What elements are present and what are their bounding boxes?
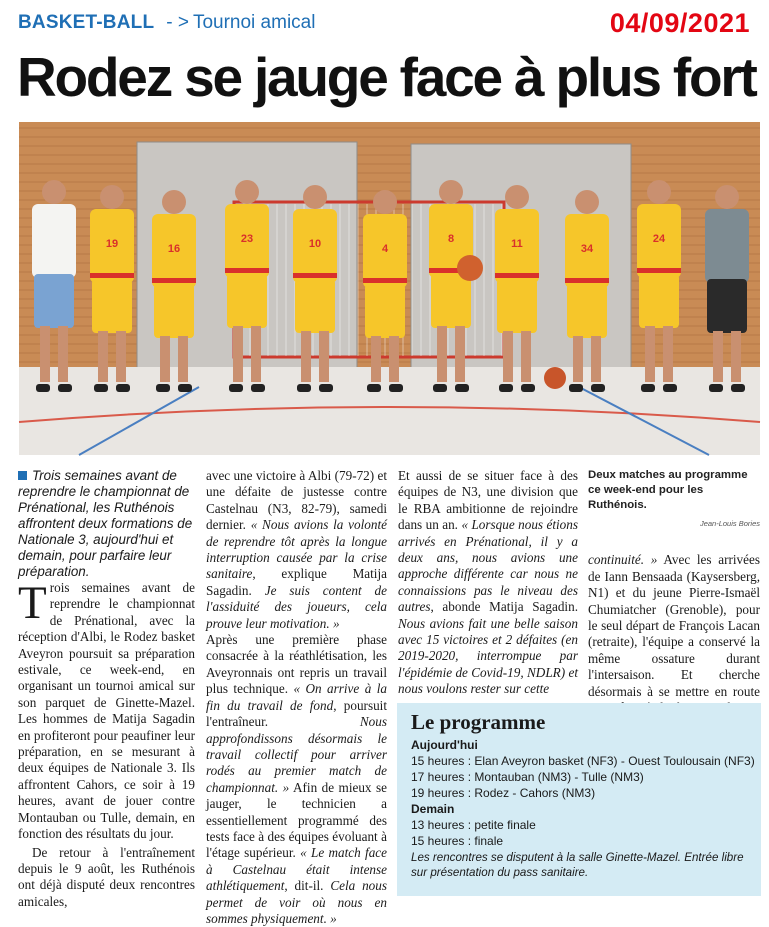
jersey-number: 10 [308, 238, 322, 250]
person-leg [437, 326, 447, 382]
person-shoe [116, 384, 130, 392]
paragraph-text: rois semaines avant de reprendre le championnat de Prénational, avec la réception d'Albi, le Rodez basket Aveyron poursuit sa préparation estivale, ce week-end, en organisant un tournoi amical sur son parquet de Ginette-Mazel. Les hommes de Matija Sagadin en profiteront pour peaufiner leur préparation, en se mesurant à deux équipes de Nationale 3. Ils affrontent Cahors, ce soir à 19 heures, avant de jouer contre Montauban ou Tulle, demain, en fonction des résultats du jour. [18, 580, 195, 842]
sport-label: BASKET-BALL [18, 12, 155, 33]
player-shorts [431, 274, 471, 328]
text-run: Et aussi de se situer face à des équipes de N3, une division que le RBA ambitionne de rejoindre dans un an. [398, 468, 578, 533]
jersey-stripe [152, 278, 196, 283]
text-run: , explique Matija Sagadin. [206, 566, 387, 598]
quote: Je suis content de l'assiduité des joueurs, cela prouve leur motivation. » [206, 582, 387, 631]
person-head [303, 185, 327, 209]
article-header [18, 8, 758, 40]
person-shoe [251, 384, 265, 392]
person-shoe [641, 384, 655, 392]
jersey-stripe [565, 278, 609, 283]
person-shoe [499, 384, 513, 392]
person-head [373, 190, 397, 214]
paragraph [18, 845, 195, 911]
person-leg [645, 326, 655, 382]
event-label: Tournoi amical [192, 12, 316, 33]
paragraph [206, 468, 387, 632]
basketball-icon [544, 367, 566, 389]
person-head [505, 185, 529, 209]
text-run: , dit-il. [284, 878, 331, 894]
publication-date: 04/09/2021 [609, 8, 750, 38]
player-shorts [639, 274, 679, 328]
jersey-number: 16 [167, 243, 181, 255]
person-leg [503, 331, 513, 382]
person-leg [521, 331, 531, 382]
person-leg [178, 336, 188, 382]
person-shoe [433, 384, 447, 392]
player-shorts [567, 284, 607, 338]
programme-match: 15 heures : finale [411, 834, 504, 848]
person-head [42, 180, 66, 204]
text-run: Afin de mieux se jauger, le technicien a essentiellement programmé des tests face à des équipes évoluant à l'étage supérieur. [206, 779, 387, 861]
person-shoe [367, 384, 381, 392]
staff-shirt [32, 204, 76, 278]
person-shoe [521, 384, 535, 392]
person-leg [573, 336, 583, 382]
photo-credit: Jean-Louis Bories [699, 519, 760, 528]
person-leg [98, 331, 108, 382]
person-leg [389, 336, 399, 382]
person-shoe [709, 384, 723, 392]
programme-match: 13 heures : petite finale [411, 818, 536, 832]
jersey-number: 11 [511, 238, 523, 250]
programme-match: 15 heures : Elan Aveyron basket (NF3) - Ouest Toulousain (NF3) [411, 754, 755, 768]
paragraph [18, 577, 195, 843]
quote: « Lorsque nous étions arrivés en Prénational, il y a deux ans, nous avions une approche différente car nous ne connaissions pas le niveau des autres [398, 517, 578, 615]
person-leg [663, 326, 673, 382]
jersey-number: 8 [447, 233, 455, 245]
paragraph-text: De retour à l'entraînement depuis le 9 août, les Ruthénois ont déjà disputé deux rencontres amicales, [18, 844, 195, 909]
person-leg [40, 326, 50, 382]
person-leg [319, 331, 329, 382]
person-shoe [591, 384, 605, 392]
programme-match: 17 heures : Montauban (NM3) - Tulle (NM3) [411, 770, 644, 784]
team-photo-illustration [19, 122, 760, 455]
jersey-stripe [363, 278, 407, 283]
quote: continuité. » [588, 552, 658, 568]
person-leg [455, 326, 465, 382]
person-leg [371, 336, 381, 382]
column-2 [206, 468, 387, 927]
person-shoe [389, 384, 403, 392]
article-lead [18, 468, 195, 580]
person-shoe [36, 384, 50, 392]
person-shoe [58, 384, 72, 392]
jersey-stripe [90, 273, 134, 278]
person-shoe [663, 384, 677, 392]
person-head [715, 185, 739, 209]
person-head [235, 180, 259, 204]
person-leg [713, 331, 723, 382]
person-leg [160, 336, 170, 382]
team-photo [19, 122, 760, 455]
headline: Rodez se jauge face à plus fort [17, 46, 756, 108]
quote: Nous avions fait une belle saison avec 15 victoires et 2 défaites (en 2019-2020, interrompue par l'épidémie de Covid-19, NDLR) et nous voulons rester sur cette [398, 615, 578, 697]
person-shoe [455, 384, 469, 392]
person-head [439, 180, 463, 204]
staff-shirt [705, 209, 749, 283]
player-shorts [227, 274, 267, 328]
person-leg [58, 326, 68, 382]
person-shoe [156, 384, 170, 392]
drop-cap: T [18, 577, 47, 629]
person-shoe [297, 384, 311, 392]
person-leg [116, 331, 126, 382]
quote: « Le match face à Castelnau était intense athlétiquement [206, 845, 387, 894]
person-legs [707, 279, 747, 333]
person-leg [301, 331, 311, 382]
person-head [647, 180, 671, 204]
quote: « Nous avions la volonté de reprendre tôt après la longue interruption causée par la crise sanitaire [206, 517, 387, 582]
photo-caption: Deux matches au programme ce week-end pour les Ruthénois. [588, 469, 748, 511]
section-kicker [18, 12, 315, 34]
person-head [100, 185, 124, 209]
person-shoe [319, 384, 333, 392]
text-run: , poursuit l'entraîneur. [206, 697, 388, 730]
programme-day-tomorrow: Demain [411, 802, 455, 816]
person-legs [34, 274, 74, 328]
lead-text: Trois semaines avant de reprendre le championnat de Prénational, les Ruthénois affrontent deux formations de Nationale 3, aujourd'hui et demain, pour parfaire leur préparation. [18, 468, 193, 579]
programme-match: 19 heures : Rodez - Cahors (NM3) [411, 786, 596, 800]
quote: Cela nous permet de voir où nous en sommes physiquement. » [206, 878, 387, 926]
column-1 [18, 468, 195, 910]
person-head [162, 190, 186, 214]
programme-day-today: Aujourd'hui [411, 738, 478, 752]
person-leg [591, 336, 601, 382]
column-3 [398, 468, 578, 698]
lead-marker-icon [18, 471, 27, 480]
jersey-stripe [293, 273, 337, 278]
person-shoe [569, 384, 583, 392]
jersey-stripe [495, 273, 539, 278]
jersey-stripe [637, 268, 681, 273]
jersey-number: 24 [652, 233, 666, 245]
paragraph [206, 632, 387, 927]
quote: « On arrive à la fin du travail de fond [206, 681, 387, 713]
text-run: Après une première phase consacrée à la réathlétisation, les Aveyronnais ont repris un travail plus technique. [206, 632, 387, 697]
person-leg [731, 331, 741, 382]
person-shoe [178, 384, 192, 392]
player-shorts [154, 284, 194, 338]
person-leg [251, 326, 261, 382]
programme-box [397, 703, 761, 896]
jersey-number: 23 [240, 233, 254, 245]
jersey-number: 34 [580, 243, 594, 255]
basketball-icon [457, 255, 483, 281]
jersey-number: 4 [381, 243, 389, 255]
player-shorts [295, 279, 335, 333]
jersey-number: 19 [105, 238, 119, 250]
text-run: Avec les arrivées de Iann Bensaada (Kaysersberg, N1) et du jeune Pierre-Ismaël Chumiatcher (Grenoble), pour le seul départ de François Lacan (retraite), l'équipe a conservé la même ossature durant l'intersaison. Et cherche désormais à se mettre en route [588, 552, 760, 699]
kicker-separator: - > [166, 12, 189, 33]
player-shorts [497, 279, 537, 333]
jersey-stripe [225, 268, 269, 273]
quote: Nous approfondissons désormais le travail collectif pour arriver rodés au premier match de championnat. » [206, 714, 387, 795]
person-head [575, 190, 599, 214]
programme-title: Le programme [411, 710, 546, 734]
player-shorts [92, 279, 132, 333]
person-shoe [94, 384, 108, 392]
programme-note: Les rencontres se disputent à la salle Ginette-Mazel. Entrée libre sur présentation du pass sanitaire. [411, 851, 744, 879]
text-run: avec une victoire à Albi (79-72) et une défaite de justesse contre Castelnau (N3, 82-79), samedi dernier. [206, 468, 387, 533]
person-shoe [731, 384, 745, 392]
person-leg [233, 326, 243, 382]
paragraph [398, 468, 578, 698]
text-run: , abonde Matija Sagadin. [430, 599, 578, 615]
person-shoe [229, 384, 243, 392]
player-shorts [365, 284, 405, 338]
